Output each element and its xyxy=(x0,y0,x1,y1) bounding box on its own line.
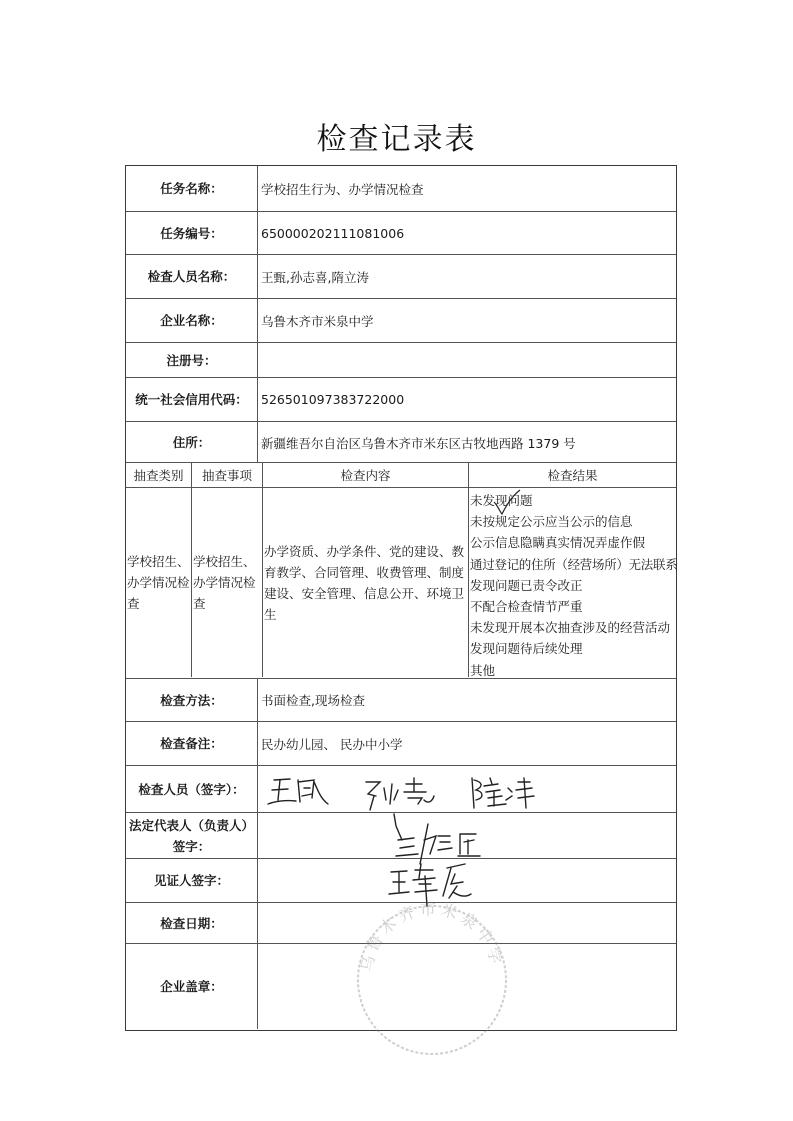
result-option: 发现问题待后续处理 xyxy=(470,641,583,657)
cell-category: 学校招生、办学情况检查 xyxy=(126,488,192,677)
value-company: 乌鲁木齐市米泉中学 xyxy=(261,313,374,329)
cell-results xyxy=(469,488,676,677)
result-option: 通过登记的住所（经营场所）无法联系 xyxy=(470,556,678,572)
value-task-no: 650000202111081006 xyxy=(261,225,405,241)
label-reg-no: 注册号： xyxy=(126,343,258,377)
value-reg-no xyxy=(259,343,676,377)
label-legal-rep-sign: 法定代表人（负责人）签字： xyxy=(126,813,258,858)
row-task-no xyxy=(126,211,676,254)
label-address: 住所： xyxy=(126,422,258,463)
label-inspector-sign: 检查人员（签字）： xyxy=(126,766,258,812)
result-option: 公示信息隐瞒真实情况弄虚作假 xyxy=(470,535,646,551)
value-legal-rep-sign xyxy=(259,813,676,858)
value-task-name: 学校招生行为、办学情况检查 xyxy=(261,181,424,197)
footer-table xyxy=(125,678,677,1031)
row-inspector-sign xyxy=(126,765,676,812)
header-item: 抽查事项 xyxy=(192,463,263,487)
label-task-name: 任务名称： xyxy=(126,166,258,211)
value-seal xyxy=(259,944,676,1029)
result-option: 不配合检查情节严重 xyxy=(470,599,583,615)
label-remark: 检查备注： xyxy=(126,722,258,765)
row-remark xyxy=(126,721,676,765)
value-date xyxy=(259,903,676,943)
label-seal: 企业盖章： xyxy=(126,944,258,1029)
header-content: 检查内容 xyxy=(263,463,469,487)
row-legal-rep-sign xyxy=(126,812,676,858)
seal-text: 乌鲁木齐市米泉中学 xyxy=(356,900,508,974)
cell-item: 学校招生、办学情况检查 xyxy=(192,488,263,677)
cell-content: 办学资质、办学条件、党的建设、教育教学、合同管理、收费管理、制度建设、安全管理、信息公开、环境卫生 xyxy=(263,488,469,677)
row-company xyxy=(126,298,676,342)
header-category: 抽查类别 xyxy=(126,463,192,487)
result-option: 其他 xyxy=(470,662,496,678)
label-credit-code: 统一社会信用代码： xyxy=(126,378,258,421)
label-company: 企业名称： xyxy=(126,299,258,342)
row-witness-sign xyxy=(126,858,676,902)
check-header-row xyxy=(126,462,676,487)
row-task-name xyxy=(126,166,676,211)
row-date xyxy=(126,902,676,943)
value-method: 书面检查,现场检查 xyxy=(261,693,365,708)
row-credit-code xyxy=(126,377,676,421)
value-inspectors: 王甄,孙志喜,隋立涛 xyxy=(261,269,369,285)
row-inspectors xyxy=(126,254,676,298)
row-address xyxy=(126,421,676,463)
result-option: 未发现开展本次抽查涉及的经营活动 xyxy=(470,620,671,636)
label-date: 检查日期： xyxy=(126,903,258,943)
label-method: 检查方法： xyxy=(126,679,258,721)
page-title: 检查记录表 xyxy=(316,122,477,157)
result-option: 发现问题已责令改正 xyxy=(470,577,583,593)
label-inspectors: 检查人员名称： xyxy=(126,255,258,298)
result-option: 未按规定公示应当公示的信息 xyxy=(470,514,633,530)
row-reg-no xyxy=(126,342,676,377)
row-seal xyxy=(126,943,676,1029)
result-option: 未发现问题 xyxy=(470,493,533,508)
label-task-no: 任务编号： xyxy=(126,212,258,254)
check-table xyxy=(125,462,677,679)
label-witness-sign: 见证人签字： xyxy=(126,859,258,902)
header-result: 检查结果 xyxy=(547,468,598,483)
value-address: 新疆维吾尔自治区乌鲁木齐市米东区古牧地西路 1379 号 xyxy=(261,435,576,451)
value-witness-sign xyxy=(259,859,676,902)
value-inspector-sign xyxy=(259,766,676,812)
value-credit-code: 526501097383722000 xyxy=(261,392,405,407)
info-table xyxy=(125,165,677,463)
row-method xyxy=(126,678,676,721)
check-body-row xyxy=(126,487,676,677)
value-remark: 民办幼儿园、 民办中小学 xyxy=(261,736,403,752)
